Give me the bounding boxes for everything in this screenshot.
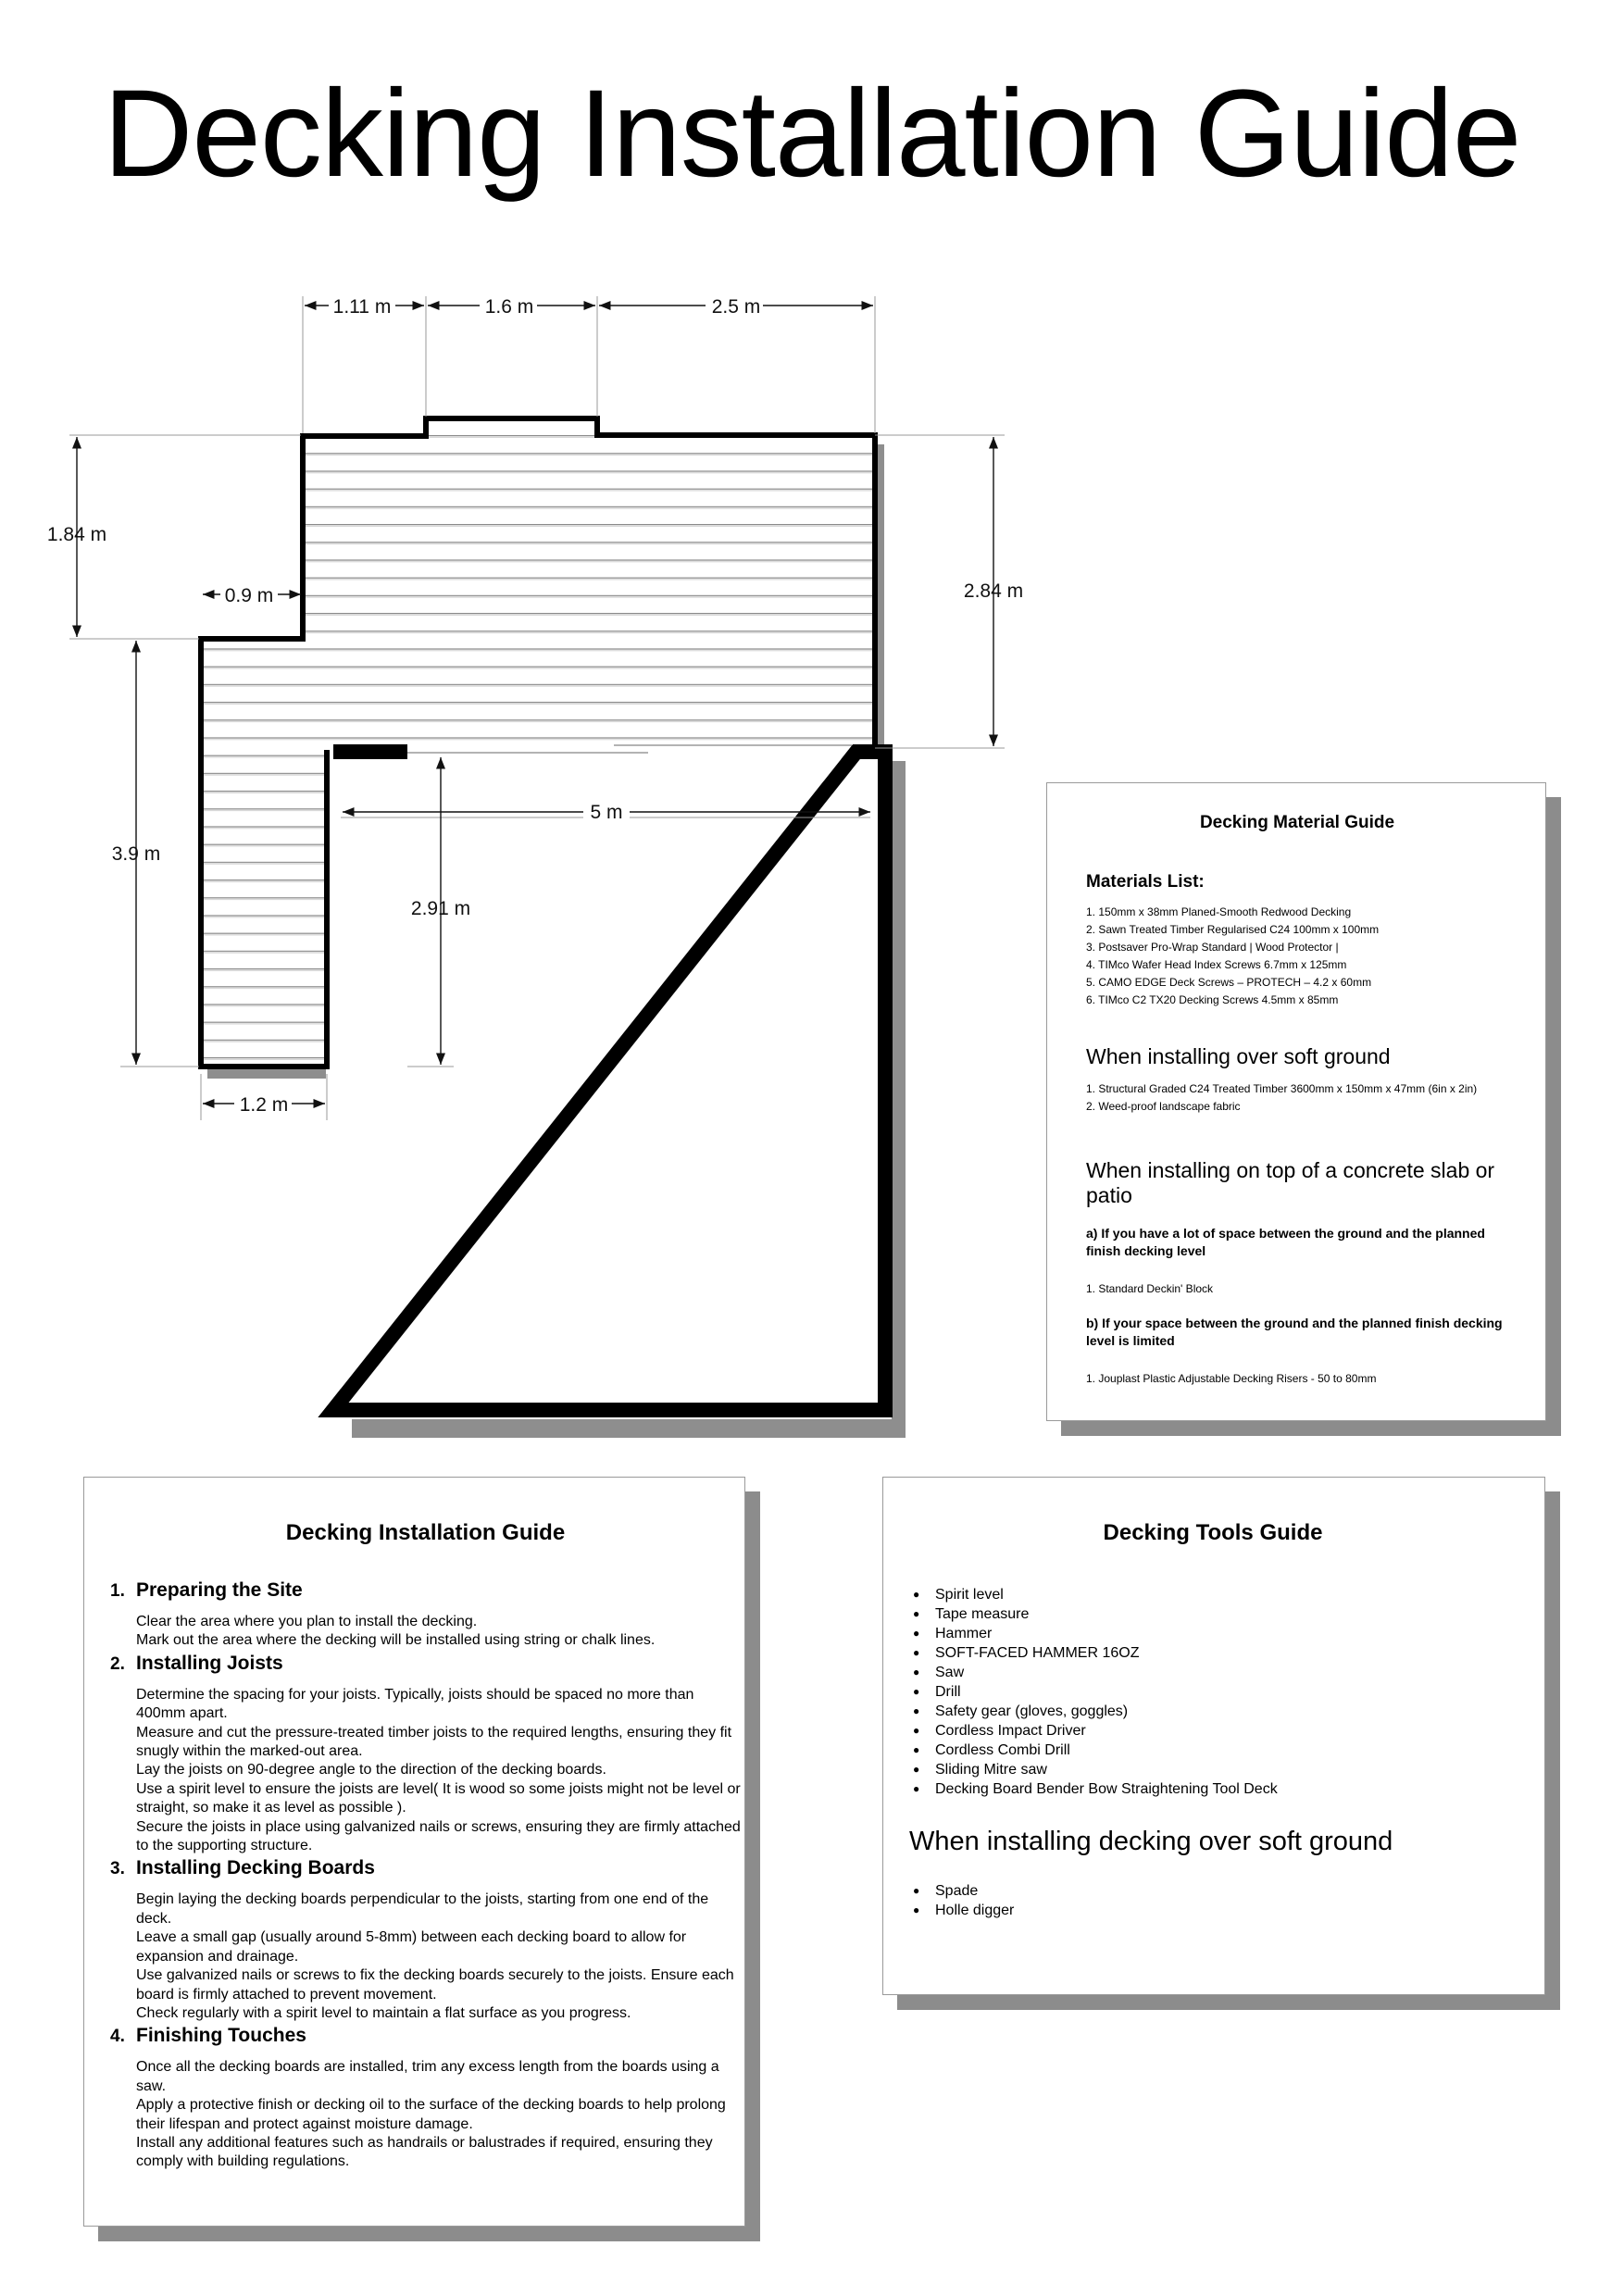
- concrete-heading: When installing on top of a concrete slab or patio: [1086, 1158, 1495, 1207]
- step-item: [110, 1579, 741, 1651]
- list-item: ● Holle digger: [909, 1901, 1517, 1920]
- step-heading: Installing Decking Boards: [136, 1857, 375, 1879]
- step-line: Once all the decking boards are installed, trim any excess length from the boards using a saw.: [136, 2059, 719, 2094]
- soft-ground-materials-heading: When installing over soft ground: [1086, 1044, 1391, 1068]
- option-a-text: a) If you have a lot of space between the ground and the planned finish decking level: [1086, 1226, 1485, 1258]
- list-item: ● SOFT-FACED HAMMER 16OZ: [909, 1643, 1517, 1663]
- dim-notch: 0.9 m: [224, 585, 274, 606]
- tools-guide-card: [882, 1477, 1545, 1995]
- page-title: Decking Installation Guide: [103, 65, 1521, 203]
- step-heading: Finishing Touches: [136, 2025, 306, 2047]
- list-item: 2. Sawn Treated Timber Regularised C24 100mm x 100mm: [1086, 923, 1380, 936]
- list-item: 3. Postsaver Pro-Wrap Standard | Wood Protector |: [1086, 941, 1339, 954]
- step-line: Install any additional features such as handrails or balustrades if required, ensuring they comply with building regulations.: [136, 2134, 713, 2170]
- list-item: 4. TIMco Wafer Head Index Screws 6.7mm x 125mm: [1086, 958, 1347, 971]
- list-item: ● Safety gear (gloves, goggles): [909, 1702, 1517, 1721]
- step-item: [110, 1857, 741, 2023]
- step-line: Secure the joists in place using galvanized nails or screws, ensuring they are firmly attached to the supporting structure.: [136, 1818, 741, 1854]
- list-item: 2. Weed-proof landscape fabric: [1086, 1100, 1241, 1113]
- soft-ground-tools-heading: When installing decking over soft ground: [909, 1827, 1393, 1856]
- list-item: 1. 150mm x 38mm Planed-Smooth Redwood Decking: [1086, 905, 1352, 918]
- dim-left-upper: 1.84 m: [46, 524, 107, 545]
- option-a-list: [1086, 1280, 1508, 1298]
- dim-top-b: 1.6 m: [484, 296, 534, 318]
- dim-room-width: 5 m: [590, 802, 623, 823]
- dim-left-lower: 3.9 m: [111, 843, 161, 865]
- installation-guide-card: [83, 1477, 745, 2227]
- list-item: 1. Standard Deckin' Block: [1086, 1282, 1214, 1295]
- step-line: Begin laying the decking boards perpendicular to the joists, starting from one end of the deck.: [136, 1891, 709, 1927]
- step-line: Determine the spacing for your joists. Typically, joists should be spaced no more than 400mm apart.: [136, 1686, 694, 1722]
- tools-guide-title: Decking Tools Guide: [1103, 1520, 1323, 1545]
- materials-list: [1086, 904, 1508, 1009]
- list-item: 5. CAMO EDGE Deck Screws – PROTECH – 4.2 x 60mm: [1086, 976, 1372, 989]
- soft-ground-tools-list: [909, 1881, 1517, 1920]
- list-item: ● Spade: [909, 1881, 1517, 1901]
- dim-bottom-left: 1.2 m: [239, 1094, 289, 1116]
- step-line: Clear the area where you plan to install the decking.: [136, 1614, 478, 1629]
- step-number: 2.: [110, 1653, 125, 1674]
- step-line: Lay the joists on 90-degree angle to the direction of the decking boards.: [136, 1762, 606, 1778]
- option-b-text: b) If your space between the ground and the planned finish decking level is limited: [1086, 1316, 1503, 1348]
- step-item: [110, 1653, 741, 1856]
- dim-room-depth: 2.91 m: [410, 898, 471, 919]
- installation-steps: [110, 1579, 741, 2172]
- step-number: 4.: [110, 2027, 125, 2047]
- material-guide-card: [1046, 782, 1546, 1421]
- step-line: Apply a protective finish or decking oil to the surface of the decking boards to help prolong their lifespan and protect against moisture damage.: [136, 2097, 726, 2132]
- step-item: [110, 2025, 741, 2171]
- step-heading: Preparing the Site: [136, 1579, 303, 1601]
- step-line: Use galvanized nails or screws to fix the decking boards securely to the joists. Ensure each board is firmly attached to prevent movement.: [136, 1967, 734, 2003]
- list-item: ● Tape measure: [909, 1604, 1517, 1624]
- tools-list: [909, 1585, 1517, 1799]
- step-line: Mark out the area where the decking will be installed using string or chalk lines.: [136, 1632, 656, 1649]
- step-heading: Installing Joists: [136, 1652, 283, 1674]
- materials-heading: Materials List:: [1086, 872, 1205, 892]
- step-line: Measure and cut the pressure-treated timber joists to the required lengths, ensuring they fit snugly within the marked-out area.: [136, 1724, 732, 1760]
- list-item: ● Sliding Mitre saw: [909, 1760, 1517, 1779]
- dim-top-c: 2.5 m: [711, 296, 761, 318]
- step-line: Leave a small gap (usually around 5-8mm) between each decking board to allow for expansion and drainage.: [136, 1929, 687, 1965]
- option-b-list: [1086, 1370, 1508, 1388]
- list-item: 6. TIMco C2 TX20 Decking Screws 4.5mm x 85mm: [1086, 993, 1339, 1006]
- list-item: ● Cordless Combi Drill: [909, 1741, 1517, 1760]
- list-item: ● Hammer: [909, 1624, 1517, 1643]
- list-item: 1. Structural Graded C24 Treated Timber 3600mm x 150mm x 47mm (6in x 2in): [1086, 1082, 1478, 1095]
- step-line: Check regularly with a spirit level to maintain a flat surface as you progress.: [136, 2004, 631, 2021]
- list-item: 1. Jouplast Plastic Adjustable Decking Risers - 50 to 80mm: [1086, 1372, 1377, 1385]
- material-guide-title: Decking Material Guide: [1199, 813, 1395, 832]
- list-item: ● Drill: [909, 1682, 1517, 1702]
- list-item: ● Cordless Impact Driver: [909, 1721, 1517, 1741]
- step-line: Use a spirit level to ensure the joists are level( It is wood so some joists might not be level or straight, so make it as level as possible ).: [136, 1780, 741, 1816]
- dim-top-a: 1.11 m: [332, 296, 392, 318]
- installation-guide-title: Decking Installation Guide: [285, 1520, 566, 1545]
- list-item: ● Saw: [909, 1663, 1517, 1682]
- dim-right: 2.84 m: [963, 580, 1024, 602]
- list-item: ● Spirit level: [909, 1585, 1517, 1604]
- step-number: 1.: [110, 1581, 125, 1601]
- step-number: 3.: [110, 1859, 125, 1879]
- soft-ground-materials-list: [1086, 1080, 1508, 1116]
- list-item: ● Decking Board Bender Bow Straightening Tool Deck: [909, 1779, 1517, 1799]
